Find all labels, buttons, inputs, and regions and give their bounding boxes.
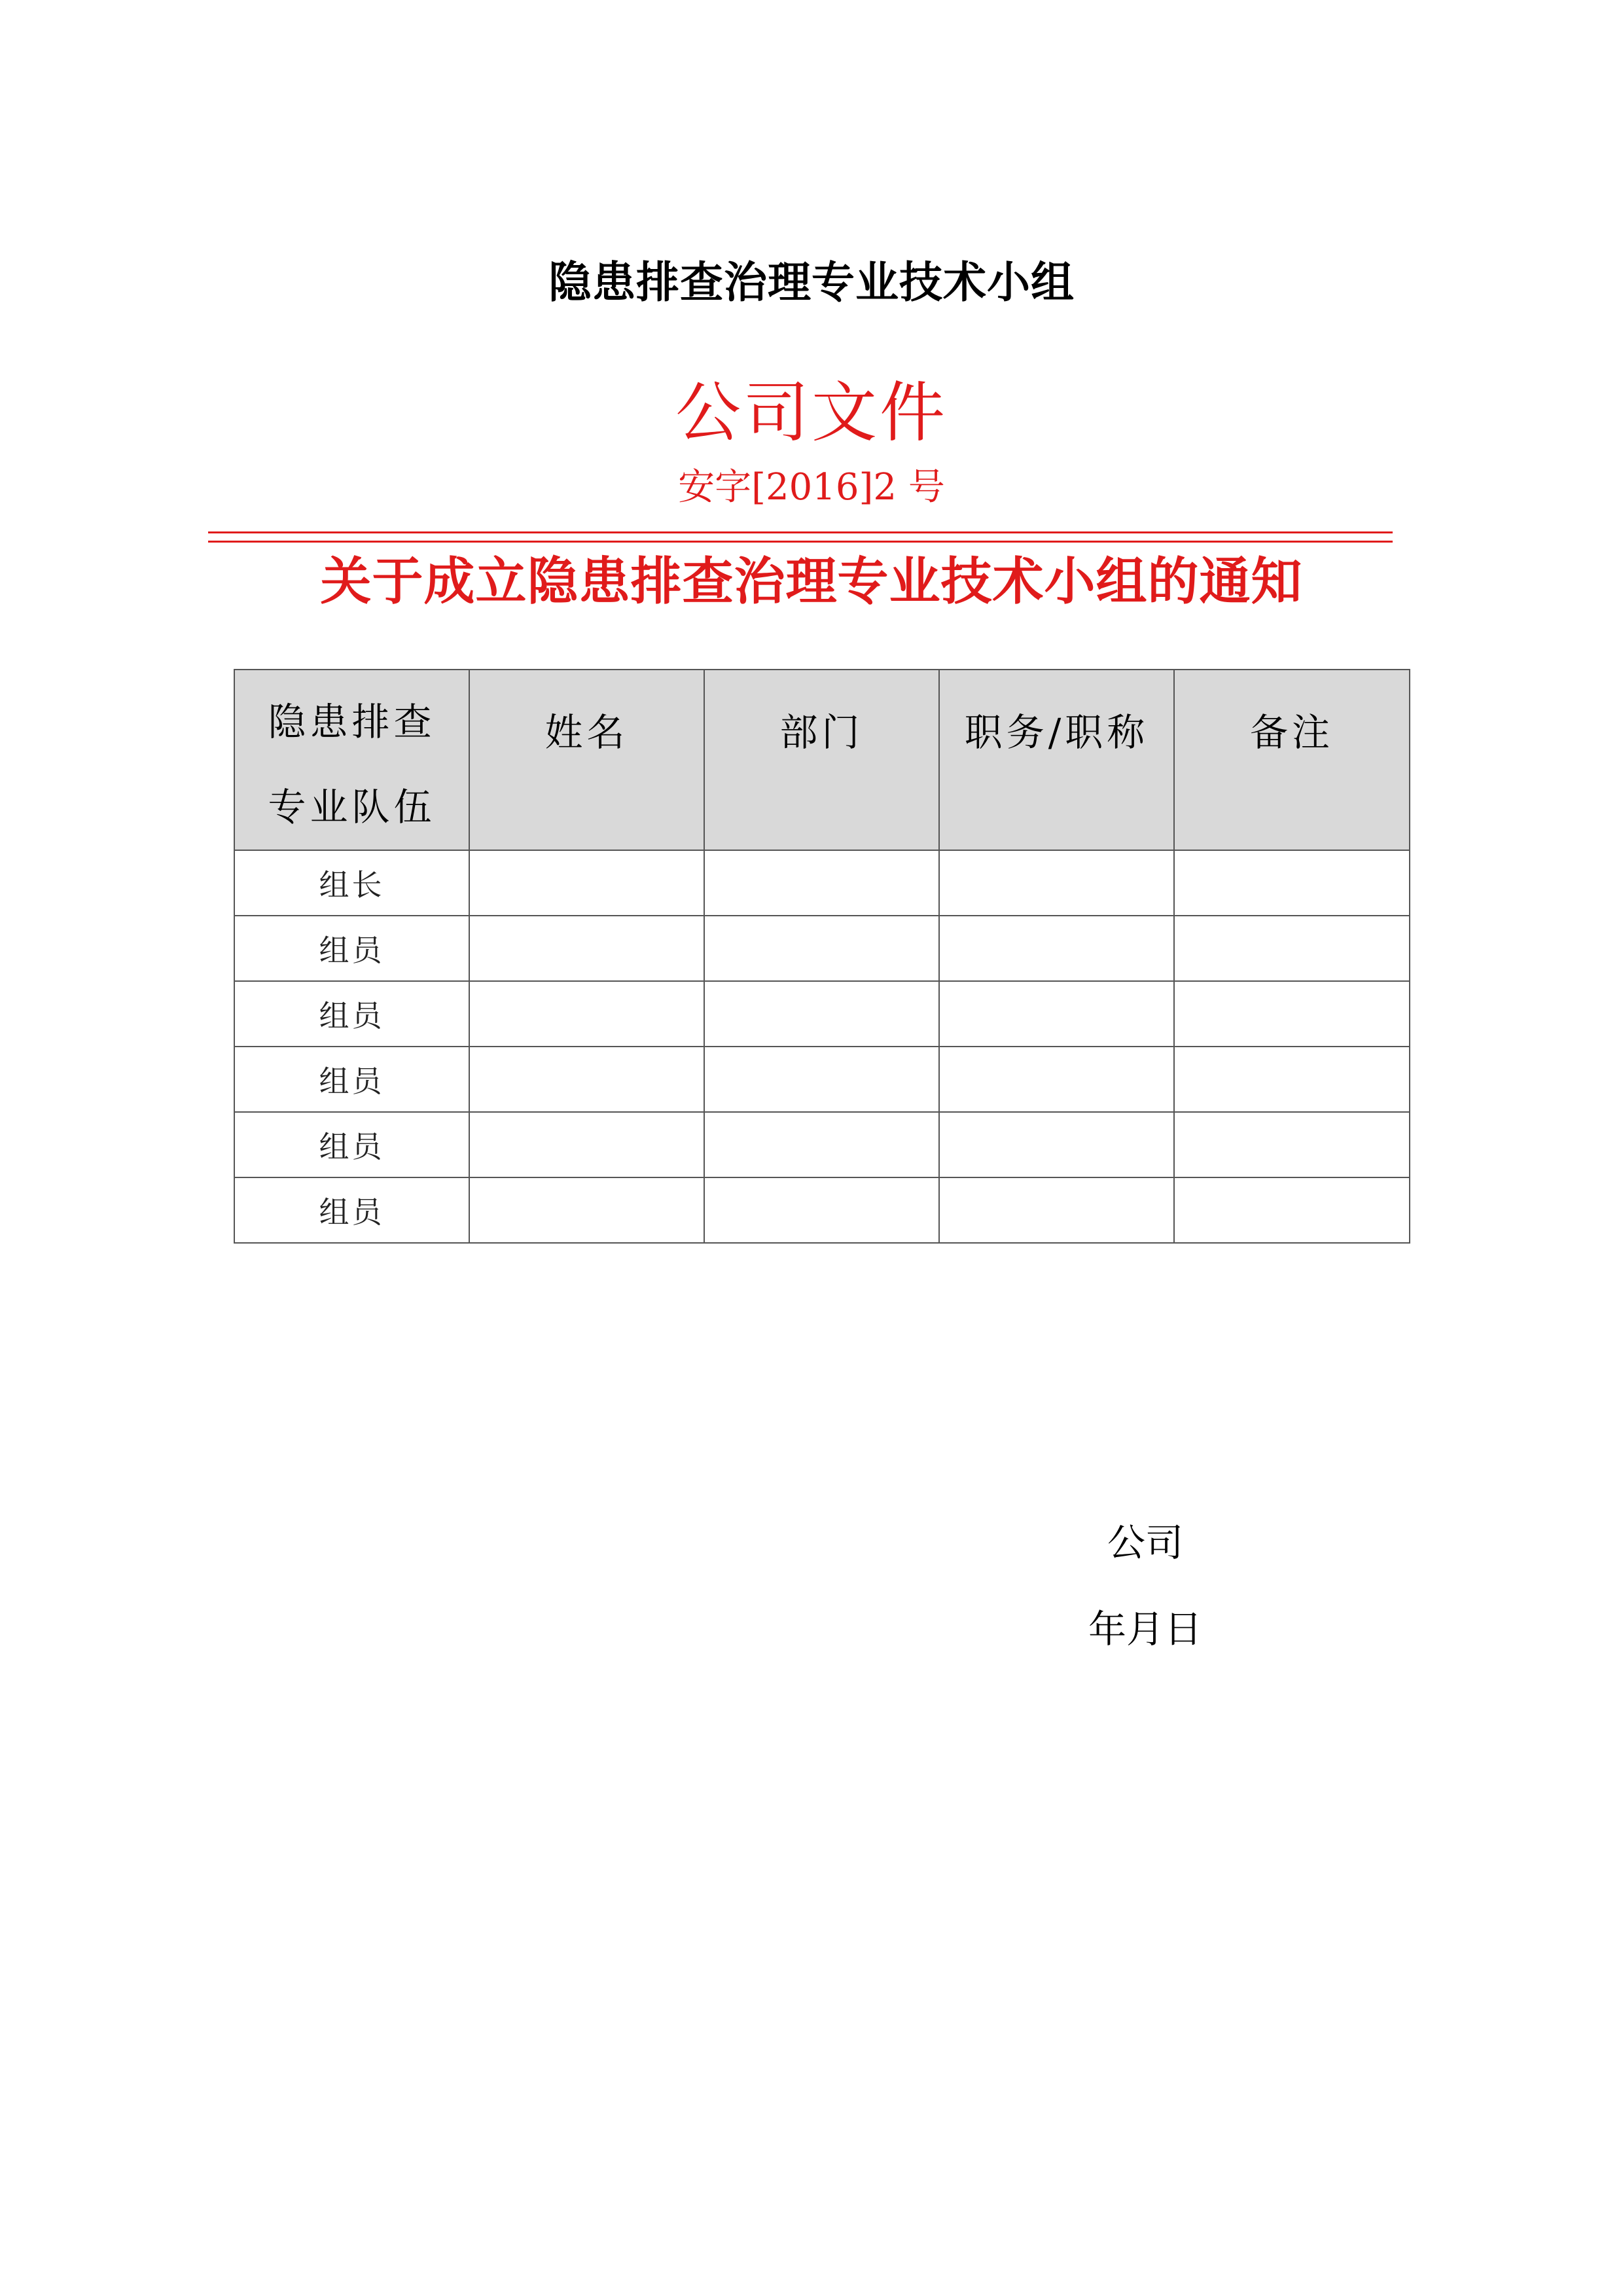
- department-cell[interactable]: [704, 1047, 939, 1112]
- remarks-cell[interactable]: [1174, 916, 1410, 981]
- table-row: [234, 981, 1410, 1047]
- role-cell: 组员: [234, 1112, 469, 1177]
- department-cell[interactable]: [704, 1112, 939, 1177]
- position-cell[interactable]: [939, 1112, 1174, 1177]
- role-cell: 组员: [234, 981, 469, 1047]
- remarks-cell[interactable]: [1174, 981, 1410, 1047]
- role-cell: 组长: [234, 850, 469, 916]
- position-cell[interactable]: [939, 981, 1174, 1047]
- name-cell[interactable]: [469, 981, 704, 1047]
- header-position-label: 职务/职称: [964, 710, 1149, 755]
- name-cell[interactable]: [469, 1112, 704, 1177]
- company-file-heading: 公司文件: [675, 374, 948, 451]
- table-row: [234, 916, 1410, 981]
- document-number: 安字[2016]2 号: [678, 466, 945, 509]
- name-cell[interactable]: [469, 1177, 704, 1243]
- remarks-cell[interactable]: [1174, 850, 1410, 916]
- table-row: [234, 1047, 1410, 1112]
- header-remarks-label: 备注: [1249, 710, 1334, 755]
- remarks-cell[interactable]: [1174, 1047, 1410, 1112]
- notice-title: 关于成立隐患排查治理专业技术小组的通知: [320, 552, 1303, 611]
- role-cell: 组员: [234, 1177, 469, 1243]
- team-roster-table: [234, 669, 1410, 1244]
- remarks-cell[interactable]: [1174, 1112, 1410, 1177]
- position-cell[interactable]: [939, 916, 1174, 981]
- department-cell[interactable]: [704, 850, 939, 916]
- table-row: [234, 1112, 1410, 1177]
- table-row: [234, 1177, 1410, 1243]
- name-cell[interactable]: [469, 916, 704, 981]
- signature-company: 公司: [1107, 1520, 1183, 1565]
- remarks-cell[interactable]: [1174, 1177, 1410, 1243]
- name-cell[interactable]: [469, 1047, 704, 1112]
- header-remarks: [1174, 670, 1410, 850]
- table-header-row: [234, 670, 1410, 850]
- signature-date: 年月日: [1088, 1607, 1202, 1651]
- org-title: 隐患排查治理专业技术小组: [548, 257, 1075, 308]
- header-name-label: 姓名: [544, 710, 629, 755]
- position-cell[interactable]: [939, 1047, 1174, 1112]
- header-department: [704, 670, 939, 850]
- header-name: [469, 670, 704, 850]
- role-cell: 组员: [234, 916, 469, 981]
- header-team: [234, 670, 469, 850]
- department-cell[interactable]: [704, 981, 939, 1047]
- name-cell[interactable]: [469, 850, 704, 916]
- position-cell[interactable]: [939, 850, 1174, 916]
- role-cell: 组员: [234, 1047, 469, 1112]
- department-cell[interactable]: [704, 916, 939, 981]
- red-rule-top: [208, 531, 1393, 533]
- table-row: [234, 850, 1410, 916]
- header-position: [939, 670, 1174, 850]
- position-cell[interactable]: [939, 1177, 1174, 1243]
- header-team-line1: 隐患排查: [268, 700, 436, 744]
- department-cell[interactable]: [704, 1177, 939, 1243]
- header-department-label: 部门: [779, 710, 864, 755]
- header-team-line2: 专业队伍: [268, 785, 436, 829]
